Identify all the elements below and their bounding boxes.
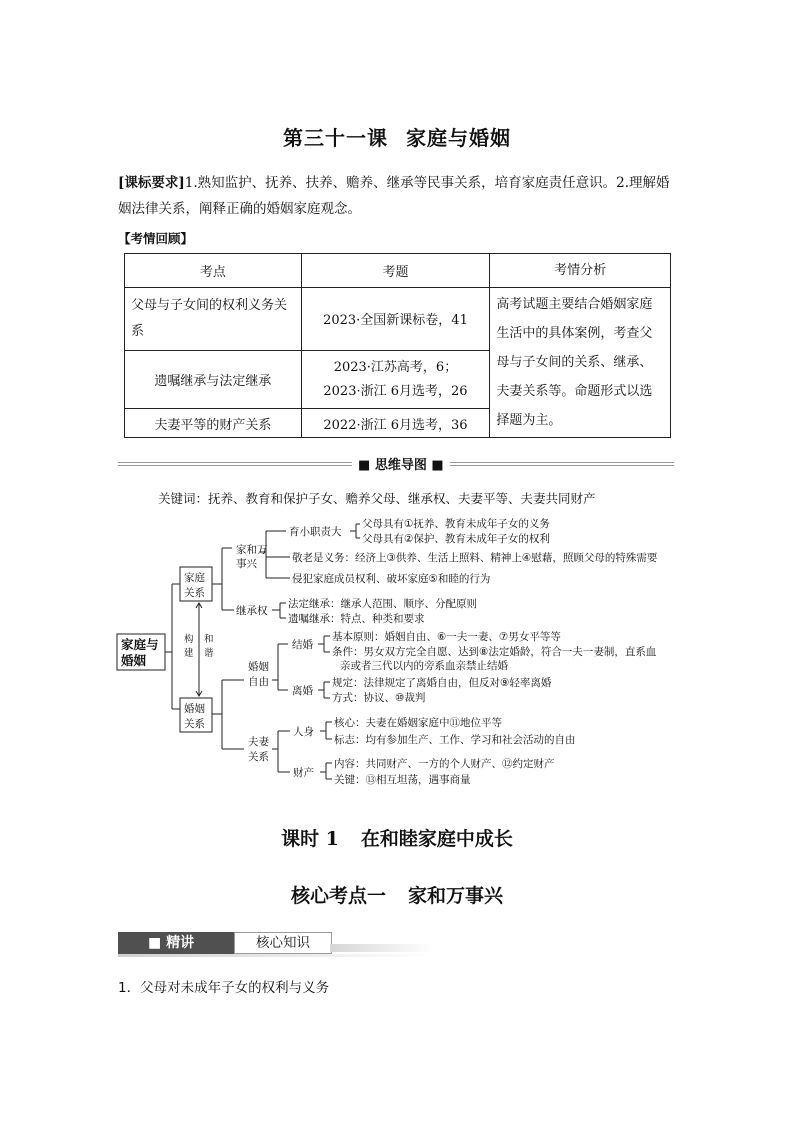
yuxiao-bracket [350, 524, 360, 538]
standard-label: [课标要求] [118, 175, 185, 191]
first-item: 1．父母对未成年子女的权利与义务 [118, 980, 330, 996]
family-label: 家庭 [184, 572, 205, 584]
title-lesson: 第三十一课 [283, 126, 388, 150]
jinglao-text: 敬老是义务：经济上③供养、生活上照料、精神上④慰藉，照顾父母的特殊需要 [292, 552, 658, 564]
table-cell-point: 父母与子女间的权利义务关系 [125, 288, 302, 351]
link-left-label: 构 [184, 634, 194, 645]
renshen-label: 人身 [293, 726, 314, 738]
jicheng-bracket [272, 603, 286, 618]
caichan-bracket [320, 763, 332, 779]
jiehun-label: 结婚 [292, 639, 313, 651]
renshen-item: 核心：夫妻在婚姻家庭中⑪地位平等 [334, 717, 502, 729]
lesson-heading: 课时 1 在和睦家庭中成长 [281, 828, 513, 850]
tab-jingjiang: ■ 精讲 [118, 932, 234, 954]
jiehun-item: 基本原则：婚姻自由、⑥一夫一妻、⑦男女平等等 [332, 631, 561, 643]
tab-core-knowledge: 核心知识 [234, 932, 332, 954]
ziyou-label: 自由 [248, 676, 269, 688]
jicheng-item: 遗嘱继承：特点、种类和要求 [288, 613, 425, 625]
mindmap-section-label: ■ 思维导图 ■ [352, 454, 450, 473]
table-cell-point: 夫妻平等的财产关系 [125, 409, 302, 438]
link-right-label: 谐 [204, 648, 214, 659]
jiahe-label: 事兴 [236, 558, 257, 570]
header-analysis: 考情分析 [490, 254, 671, 288]
ziyou-bracket [272, 644, 288, 690]
yuxiao-label: 育小职责大 [289, 526, 342, 538]
table-cell-exam: 2023·全国新课标卷，41 [301, 288, 490, 351]
exam-line: 2023·江苏高考，6； [333, 359, 458, 375]
keywords-line: 关键词：抚养、教育和保护子女、赡养父母、继承权、夫妻平等、夫妻共同财产 [158, 491, 596, 506]
square-icon: ■ [358, 458, 375, 473]
table-cell-point: 遗嘱继承与法定继承 [125, 350, 302, 408]
renshen-bracket [320, 722, 332, 739]
caichan-label: 财产 [293, 767, 314, 779]
table-cell-analysis: 高考试题主要结合婚姻家庭生活中的具体案例，考查父母与子女间的关系、继承、夫妻关系等。命题形式以选择题为主。 [490, 288, 671, 438]
lihun-bracket [318, 682, 330, 698]
ziyou-label: 婚姻 [248, 661, 269, 673]
root-label: 婚姻 [121, 653, 147, 668]
jiehun-item: 亲或者三代以内的旁系血亲禁止结婚 [340, 660, 508, 672]
marriage-label: 婚姻 [184, 703, 205, 715]
square-icon: ■ [426, 458, 444, 473]
exam-line: 2023·浙江 6月选考，26 [323, 383, 468, 399]
fuqi-bracket [272, 731, 290, 772]
standard-text: 1.熟知监护、抚养、扶养、赡养、继承等民事关系，培育家庭责任意识。2.理解婚姻法律关系，阐释正确的婚姻家庭观念。 [118, 175, 670, 217]
marriage-label: 关系 [184, 718, 205, 730]
fuqi-label: 关系 [248, 751, 269, 763]
lihun-item: 方式：协议、⑩裁判 [332, 692, 426, 704]
jiahe-label: 家和万 [236, 544, 268, 556]
core-heading: 核心考点一 家和万事兴 [290, 885, 504, 907]
link-left-label: 建 [184, 648, 194, 659]
fuqi-label: 夫妻 [248, 736, 269, 748]
root-label: 家庭与 [121, 637, 159, 652]
jicheng-label: 继承权 [236, 605, 268, 617]
jiehun-bracket [318, 636, 330, 652]
tab-underline [118, 954, 434, 957]
renshen-item: 标志：均有参加生产、工作、学习和社会活动的自由 [334, 734, 576, 746]
title-topic: 家庭与婚姻 [406, 126, 511, 150]
header-exam: 考题 [301, 254, 490, 288]
qinfan-text: 侵犯家庭成员权利、破坏家庭⑤和睦的行为 [292, 573, 491, 585]
root-bracket [165, 584, 180, 709]
yuxiao-item: 父母具有②保护、教育未成年子女的权利 [362, 533, 550, 545]
lihun-item: 规定：法律规定了离婚自由，但反对⑨轻率离婚 [332, 677, 552, 689]
yuxiao-item: 父母具有①抚养、教育未成年子女的义务 [362, 518, 550, 530]
tab-fade-decoration [330, 944, 434, 952]
lihun-label: 离婚 [292, 685, 313, 697]
link-right-label: 和 [204, 634, 214, 645]
header-point: 考点 [125, 254, 302, 288]
family-bracket [212, 548, 234, 610]
review-label: 【考情回顾】 [118, 231, 194, 246]
table-cell-exam: 2022·浙江 6月选考，36 [301, 409, 490, 438]
jiehun-item: 条件：男女双方完全自愿、达到⑧法定婚龄，符合一夫一妻制，直系血 [332, 646, 657, 658]
family-label: 关系 [184, 587, 205, 599]
marriage-bracket [212, 680, 244, 749]
caichan-item: 关键：⑬相互坦荡，遇事商量 [334, 774, 471, 786]
caichan-item: 内容：共同财产、一方的个人财产、⑫约定财产 [334, 758, 555, 770]
jicheng-item: 法定继承：继承人范围、顺序、分配原则 [288, 598, 477, 610]
